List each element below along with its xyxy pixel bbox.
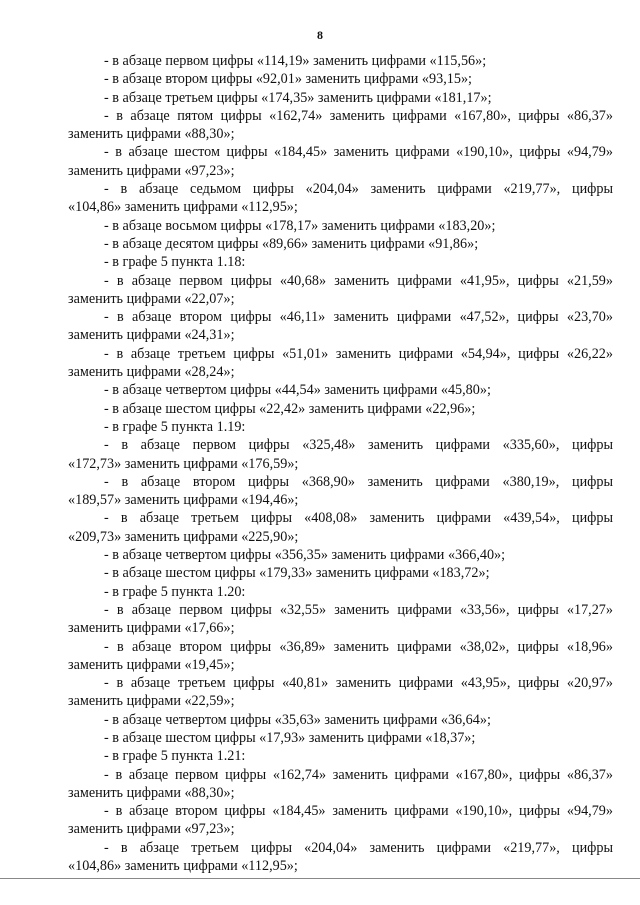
- text-line: заменить цифрами «17,66»;: [68, 620, 235, 637]
- text-line: заменить цифрами «88,30»;: [68, 784, 235, 801]
- text-line: заменить цифрами «24,31»;: [68, 327, 235, 344]
- text-line: - в абзаце втором цифры «36,89» заменить цифрами «38,02», цифры «18,96»: [104, 638, 613, 655]
- text-line: «209,73» заменить цифрами «225,90»;: [68, 528, 299, 545]
- text-line: - в абзаце первом цифры «325,48» заменить цифрами «335,60», цифры: [104, 437, 613, 454]
- text-line: заменить цифрами «19,45»;: [68, 656, 235, 673]
- text-line: - в графе 5 пункта 1.20:: [104, 583, 246, 600]
- bottom-rule: [0, 878, 640, 879]
- text-line: - в абзаце втором цифры «46,11» заменить цифрами «47,52», цифры «23,70»: [104, 309, 613, 326]
- text-line: - в абзаце втором цифры «184,45» заменить цифрами «190,10», цифры «94,79»: [104, 803, 613, 820]
- text-line: - в абзаце пятом цифры «162,74» заменить цифрами «167,80», цифры «86,37»: [104, 107, 613, 124]
- text-line: - в абзаце третьем цифры «51,01» заменить цифрами «54,94», цифры «26,22»: [104, 345, 613, 362]
- text-line: - в абзаце третьем цифры «204,04» заменить цифрами «219,77», цифры: [104, 839, 613, 856]
- text-line: - в абзаце четвертом цифры «356,35» заменить цифрами «366,40»;: [104, 547, 506, 564]
- text-line: заменить цифрами «88,30»;: [68, 126, 235, 143]
- text-line: - в абзаце шестом цифры «22,42» заменить цифрами «22,96»;: [104, 400, 476, 417]
- text-line: - в абзаце третьем цифры «40,81» заменить цифрами «43,95», цифры «20,97»: [104, 675, 613, 692]
- text-line: - в абзаце шестом цифры «179,33» заменить цифрами «183,72»;: [104, 565, 490, 582]
- text-line: заменить цифрами «28,24»;: [68, 364, 235, 381]
- text-line: - в абзаце четвертом цифры «44,54» заменить цифрами «45,80»;: [104, 382, 491, 399]
- text-line: - в графе 5 пункта 1.21:: [104, 748, 246, 765]
- text-line: - в абзаце втором цифры «368,90» заменить цифрами «380,19», цифры: [104, 473, 613, 490]
- text-line: - в абзаце четвертом цифры «35,63» заменить цифрами «36,64»;: [104, 711, 491, 728]
- text-line: - в абзаце третьем цифры «174,35» заменить цифрами «181,17»;: [104, 89, 492, 106]
- text-line: - в абзаце первом цифры «114,19» заменить цифрами «115,56»;: [104, 53, 487, 69]
- text-line: «104,86» заменить цифрами «112,95»;: [68, 199, 298, 216]
- body-text: [68, 52, 613, 875]
- text-line: - в графе 5 пункта 1.18:: [104, 254, 246, 271]
- page-number: 8: [317, 28, 323, 42]
- text-line: «189,57» заменить цифрами «194,46»;: [68, 492, 299, 509]
- text-line: заменить цифрами «97,23»;: [68, 162, 235, 179]
- text-line: - в абзаце шестом цифры «184,45» заменить цифрами «190,10», цифры «94,79»: [104, 144, 613, 161]
- text-line: - в абзаце третьем цифры «408,08» заменить цифрами «439,54», цифры: [104, 510, 613, 527]
- text-line: заменить цифрами «22,59»;: [68, 693, 235, 710]
- text-line: «104,86» заменить цифрами «112,95»;: [68, 858, 298, 875]
- text-line: - в абзаце первом цифры «32,55» заменить цифрами «33,56», цифры «17,27»: [104, 601, 613, 618]
- text-line: - в абзаце шестом цифры «17,93» заменить цифрами «18,37»;: [104, 729, 476, 746]
- text-line: - в графе 5 пункта 1.19:: [104, 418, 246, 435]
- text-line: - в абзаце десятом цифры «89,66» заменить цифрами «91,86»;: [104, 235, 479, 252]
- text-line: заменить цифрами «22,07»;: [68, 290, 235, 307]
- text-line: «172,73» заменить цифрами «176,59»;: [68, 455, 299, 472]
- text-line: заменить цифрами «97,23»;: [68, 821, 235, 838]
- text-line: - в абзаце первом цифры «40,68» заменить цифрами «41,95», цифры «21,59»: [104, 272, 613, 289]
- text-line: - в абзаце седьмом цифры «204,04» заменить цифрами «219,77», цифры: [104, 181, 613, 198]
- text-line: - в абзаце первом цифры «162,74» заменить цифрами «167,80», цифры «86,37»: [104, 766, 613, 783]
- text-line: - в абзаце восьмом цифры «178,17» заменить цифрами «183,20»;: [104, 217, 496, 234]
- text-line: - в абзаце втором цифры «92,01» заменить цифрами «93,15»;: [104, 71, 472, 88]
